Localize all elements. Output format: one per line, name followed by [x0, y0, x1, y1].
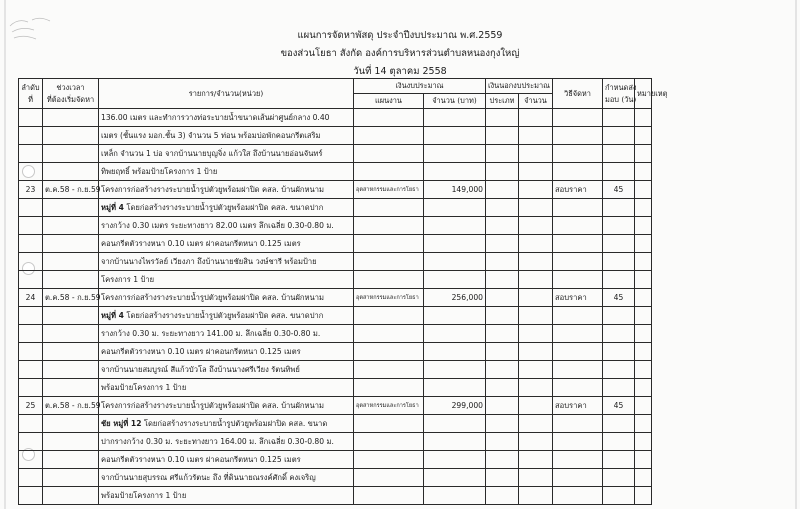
project-row-23 — [19, 181, 652, 199]
table-row: จากบ้านนายสมบูรณ์ สีแก้วบัวโล ถึงบ้านนางศรีเวียง รัตนทิพย์ — [19, 361, 652, 379]
project-amount: 149,000 — [424, 181, 486, 199]
table-row: รางกว้าง 0.30 ม. ระยะทางยาว 141.00 ม. ลึกเฉลี่ย 0.30-0.80 ม. — [19, 325, 652, 343]
col-header-period: ช่วงเวลา ที่ต้องเริ่มจัดหา — [43, 79, 99, 109]
table-row: เมตร (ชั้นแรง มอก.ชั้น 3) จำนวน 5 ท่อน พร้อมบ่อพักคอนกรีตเสริม — [19, 127, 652, 145]
table-row: จากบ้านนายสุบรรณ ศรีแก้วรัตนะ ถึง ที่ดินนายณรงค์ศักดิ์ คงเจริญ — [19, 469, 652, 487]
table-row: พร้อมป้ายโครงการ 1 ป้าย — [19, 487, 652, 505]
project-no: 25 — [19, 397, 43, 415]
col-header-no: ลำดับ ที่ — [19, 79, 43, 109]
table-row — [19, 307, 652, 325]
project-plan: อุตสาหกรรมและการโยธา — [354, 181, 424, 199]
table-row — [19, 199, 652, 217]
project-row-25 — [19, 397, 652, 415]
project-method: สอบราคา — [553, 397, 603, 415]
table-row: เหล็ก จำนวน 1 บ่อ จากบ้านนายบุญจิ่ง แก้วใส ถึงบ้านนายอ่อนจันทร์ — [19, 145, 652, 163]
document-title: แผนการจัดหาพัสดุ ประจำปีงบประมาณ พ.ศ.2559 — [297, 30, 503, 41]
project-amount: 299,000 — [424, 397, 486, 415]
table-row: จากบ้านนางไพรวัลย์ เวียงภา ถึงบ้านนายชัยสิน วงษ์ชารี พร้อมป้าย — [19, 253, 652, 271]
table-row: คอนกรีตตัวรางหนา 0.10 เมตร ฝาคอนกรีตหนา 0.125 เมตร — [19, 343, 652, 361]
project-title: โครงการก่อสร้างรางระบายน้ำรูปตัวยูพร้อมฝาปิด คสล. บ้านผักหนาม — [99, 289, 354, 307]
project-method: สอบราคา — [553, 289, 603, 307]
table-row: คอนกรีตตัวรางหนา 0.10 เมตร ฝาคอนกรีตหนา 0.125 เมตร — [19, 235, 652, 253]
project-days: 45 — [603, 397, 635, 415]
project-title: โครงการก่อสร้างรางระบายน้ำรูปตัวยูพร้อมฝาปิด คสล. บ้านผักหนาม — [99, 181, 354, 199]
project-no: 24 — [19, 289, 43, 307]
project-line: หมู่ที่ 4 โดยก่อสร้างรางระบายน้ำรูปตัวยูพร้อมฝาปิด คสล. ขนาดปาก — [99, 307, 354, 325]
procurement-table — [18, 78, 668, 505]
table-row: ทิพยฤทธิ์ พร้อมป้ายโครงการ 1 ป้าย — [19, 163, 652, 181]
document-date: วันที่ 14 ตุลาคม 2558 — [353, 66, 447, 77]
project-period: ต.ค.58 - ก.ย.59 — [43, 181, 99, 199]
project-days: 45 — [603, 181, 635, 199]
document-subtitle: ของส่วนโยธา สังกัด องค์การบริหารส่วนตำบลหนองกุงใหญ่ — [280, 48, 520, 59]
project-period: ต.ค.58 - ก.ย.59 — [43, 289, 99, 307]
table-row: ปากรางกว้าง 0.30 ม. ระยะทางยาว 164.00 ม. ลึกเฉลี่ย 0.30-0.80 ม. — [19, 433, 652, 451]
project-title: โครงการก่อสร้างรางระบายน้ำรูปตัวยูพร้อมฝาปิด คสล. บ้านผักหนาม — [99, 397, 354, 415]
col-header-budget: เงินงบประมาณ — [354, 79, 486, 94]
project-row-24 — [19, 289, 652, 307]
table-row: รางกว้าง 0.30 เมตร ระยะทางยาว 82.00 เมตร ลึกเฉลี่ย 0.30-0.80 ม. — [19, 217, 652, 235]
table-row: โครงการ 1 ป้าย — [19, 271, 652, 289]
project-plan: อุตสาหกรรมและการโยธา — [354, 289, 424, 307]
col-header-method: วิธีจัดหา — [553, 79, 603, 109]
col-header-item: รายการ/จำนวน(หน่วย) — [99, 79, 354, 109]
col-header-plan: แผนงาน — [354, 94, 424, 109]
project-plan: อุตสาหกรรมและการโยธา — [354, 397, 424, 415]
col-header-amount: จำนวน (บาท) — [424, 94, 486, 109]
project-line: ชัย หมู่ที่ 12 โดยก่อสร้างรางระบายน้ำรูปตัวยูพร้อมฝาปิด คสล. ขนาด — [99, 415, 354, 433]
project-method: สอบราคา — [553, 181, 603, 199]
project-days: 45 — [603, 289, 635, 307]
table-row: คอนกรีตตัวรางหนา 0.10 เมตร ฝาคอนกรีตหนา 0.125 เมตร — [19, 451, 652, 469]
table-row: 136.00 เมตร และทำการวางท่อระบายน้ำขนาดเส้นผ่าศูนย์กลาง 0.40 — [19, 109, 652, 127]
table-header — [19, 79, 668, 109]
col-header-type: ประเภท — [486, 94, 519, 109]
project-amount: 256,000 — [424, 289, 486, 307]
table-body — [19, 109, 652, 505]
col-header-note: หมายเหตุ — [635, 79, 652, 109]
table-row: พร้อมป้ายโครงการ 1 ป้าย — [19, 379, 652, 397]
col-header-nonbudget: เงินนอกงบประมาณ — [486, 79, 553, 94]
project-no: 23 — [19, 181, 43, 199]
col-header-nb-amount: จำนวน — [519, 94, 553, 109]
project-line: หมู่ที่ 4 โดยก่อสร้างรางระบายน้ำรูปตัวยูพร้อมฝาปิด คสล. ขนาดปาก — [99, 199, 354, 217]
col-header-deadline: กำหนดส่ง มอบ (วัน) — [603, 79, 635, 109]
project-period: ต.ค.58 - ก.ย.59 — [43, 397, 99, 415]
table-row — [19, 415, 652, 433]
